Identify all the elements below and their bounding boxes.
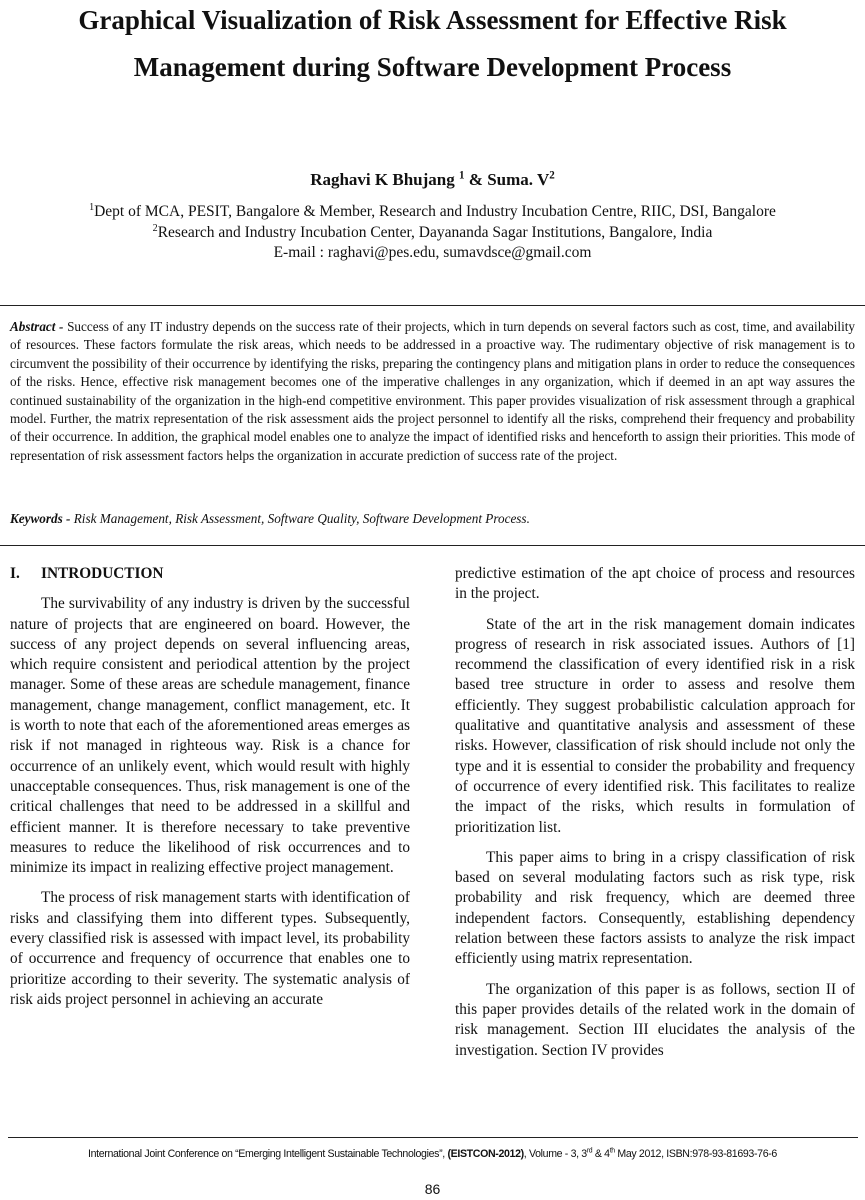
affiliation-text: Research and Industry Incubation Center, Dayananda Sagar Institutions, Bangalore, India	[157, 223, 713, 241]
paragraph: The process of risk management starts with identification of risks and classifying them into different types. Subsequently, every classified risk is assessed with impact level, its probability of occurrence and frequency of occurrence that enables one to prioritize according to their severity. The systematic analysis of risk aids project personnel in achieving an accurate	[10, 889, 410, 1008]
footer-text: & 4	[592, 1148, 610, 1160]
author-1-sup: 1	[459, 169, 465, 182]
divider-abstract	[0, 545, 865, 546]
footer-sup: th	[609, 1147, 615, 1155]
keywords-label: Keywords -	[10, 511, 74, 526]
abstract-text: Success of any IT industry depends on the success rate of their projects, which in turn depends on several factors such as cost, time, and availability of resources. These factors formulate the risk areas, which needs to be addressed in a proactive way. The rudimentary objective of risk management is to circumvent the possibility of their occurrence by identifying the risks, preparing the contingency plans and mitigation plans in order to reduce the consequences of the risks. Hence, effective risk management becomes one of the imperative challenges in any organization, which if deemed in an apt way assures the continued sustainability of the organization in the high-end competitive environment. This paper provides visualization of risk assessment through a graphical model. Further, the matrix representation of the risk assessment aids the project personnel to identify all the risks, comprehend their frequency and probability of their occurrence. In addition, the graphical model enables one to analyze the impact of identified risks and henceforth to assign their priorities. This mode of representation of risk assessment factors helps the organization in accurate prediction of success rate of the project.	[10, 319, 855, 463]
abstract-label: Abstract -	[10, 319, 68, 334]
footer	[0, 1148, 865, 1160]
author-2-sup: 2	[549, 169, 555, 182]
authors	[0, 170, 865, 190]
affiliation-1	[0, 202, 865, 223]
author-1: Raghavi K Bhujang	[310, 170, 455, 189]
abstract	[10, 318, 855, 465]
paragraph: The organization of this paper is as follows, section II of this paper provides details of the related work in the domain of risk management. Section III elucidates the analysis of the investigation. Section IV provides	[455, 980, 855, 1059]
email: E-mail : raghavi@pes.edu, sumavdsce@gmail.com	[273, 244, 592, 261]
title-line-2: Management during Software Development Process	[133, 52, 732, 82]
author-2: Suma. V	[487, 170, 550, 189]
footer-conference: (EISTCON-2012)	[447, 1148, 524, 1160]
divider-footer	[8, 1137, 858, 1138]
footer-text: International Joint Conference on “Emerging Intelligent Sustainable Technologies”,	[88, 1148, 448, 1160]
section-title: INTRODUCTION	[41, 565, 164, 582]
affiliation-text: Dept of MCA, PESIT, Bangalore & Member, Research and Industry Incubation Centre, RIIC, DSI, Bangalore	[94, 203, 776, 220]
keywords	[10, 511, 855, 527]
divider-top	[0, 305, 865, 306]
page-number: 86	[424, 1181, 441, 1197]
affiliations	[0, 202, 865, 264]
section-number: I.	[10, 565, 20, 582]
title-line-1: Graphical Visualization of Risk Assessment for Effective Risk	[78, 5, 787, 35]
affiliation-sup: 1	[89, 201, 95, 213]
paragraph: The survivability of any industry is driven by the successful nature of projects that are engineered on board. However, the success of any project depends on several influencing areas, which require consistent and periodical attention by the project manager. Some of these areas are schedule management, finance management, change management, conflict management, etc. It is worth to note that each of the aforementioned areas emerges as risk if not managed in righteous way. Risk is a chance for occurrence of an unlikely event, which would result with highly unacceptable consequences. Thus, risk management is one of the critical challenges that need to be addressed in a skillful and efficient manner. It is therefore necessary to take preventive measures to reduce the likelihood of risk occurrences and to minimize its impact in realizing effective project management.	[10, 595, 410, 877]
left-column	[10, 564, 410, 1020]
affiliation-sup: 2	[152, 222, 158, 234]
author-separator: &	[464, 170, 488, 189]
footer-sup: rd	[586, 1147, 593, 1155]
paragraph: State of the art in the risk management domain indicates progress of research in risk associated issues. Authors of [1] recommend the classification of every identified risk in a risk based tree structure in order to assess and resolve them efficiently. They suggest probabilistic calculation approach for qualitative and quantitative analysis and assessment of these risks. However, classification of risk should include not only the type and it is essential to consider the probability and frequency of occurrence of every identified risk. This facilitates to realize the impact of the risks, which results in formulation of prioritization list.	[455, 615, 855, 836]
keywords-text: Risk Management, Risk Assessment, Software Quality, Software Development Process.	[73, 511, 530, 526]
paragraph: predictive estimation of the apt choice of process and resources in the project.	[455, 565, 855, 603]
footer-text: May 2012, ISBN:978-93-81693-76-6	[614, 1148, 777, 1160]
affiliation-2	[0, 223, 865, 244]
section-heading	[10, 564, 410, 584]
right-column	[455, 564, 855, 1071]
paragraph: This paper aims to bring in a crispy classification of risk based on several modulating factors such as risk type, risk probability and risk frequency, which are deemed three independent factors. Consequently, establishing dependency relation between these factors assists to analyze the risk impact efficiently using matrix representation.	[455, 848, 855, 968]
footer-text: , Volume - 3, 3	[523, 1148, 587, 1160]
